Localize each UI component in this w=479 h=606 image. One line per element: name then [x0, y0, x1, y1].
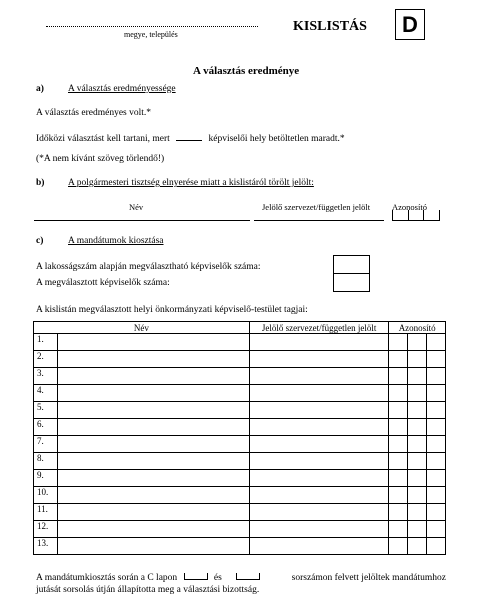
row-number: 2. — [34, 351, 58, 368]
member-name-cell[interactable] — [57, 538, 249, 555]
member-org-cell[interactable] — [249, 351, 389, 368]
member-name-cell[interactable] — [57, 487, 249, 504]
row-number: 12. — [34, 521, 58, 538]
member-id-digit-cell[interactable] — [427, 470, 446, 487]
table-row — [34, 487, 446, 504]
member-id-digit-cell[interactable] — [427, 351, 446, 368]
member-id-digit-cell[interactable] — [408, 419, 427, 436]
section-a-line1: A választás eredményes volt.* — [36, 108, 152, 118]
member-id-digit-cell[interactable] — [427, 487, 446, 504]
member-org-cell[interactable] — [249, 385, 389, 402]
member-id-digit-cell[interactable] — [389, 487, 408, 504]
section-a-note: (*A nem kívánt szöveg törlendő!) — [36, 154, 165, 164]
member-org-cell[interactable] — [249, 436, 389, 453]
row-number: 6. — [34, 419, 58, 436]
member-id-digit-cell[interactable] — [389, 385, 408, 402]
form-title: KISLISTÁS — [293, 19, 367, 34]
member-id-digit-cell[interactable] — [408, 334, 427, 351]
section-a-line2-part1: Időközi választást kell tartani, mert — [36, 134, 170, 144]
member-name-cell[interactable] — [57, 436, 249, 453]
member-id-digit-cell[interactable] — [427, 402, 446, 419]
form-letter-box: D — [395, 9, 425, 40]
section-b-heading: A polgármesteri tisztség elnyerése miatt a kislistáról törölt jelölt: — [68, 178, 314, 188]
footer-line1 — [36, 573, 446, 584]
members-col-org: Jelölő szervezet/független jelölt — [249, 322, 389, 334]
footer-line2: jutását sorsolás útján állapította meg a választási bizottság. — [36, 585, 260, 595]
table-row — [34, 368, 446, 385]
elected-count-box[interactable] — [333, 273, 370, 292]
member-name-cell[interactable] — [57, 385, 249, 402]
member-name-cell[interactable] — [57, 351, 249, 368]
removed-candidate-id-boxes[interactable] — [392, 210, 440, 221]
member-id-digit-cell[interactable] — [408, 521, 427, 538]
member-id-digit-cell[interactable] — [408, 436, 427, 453]
table-row — [34, 453, 446, 470]
table-row — [34, 504, 446, 521]
row-number: 1. — [34, 334, 58, 351]
place-caption: megye, település — [124, 30, 178, 39]
member-name-cell[interactable] — [57, 521, 249, 538]
member-id-digit-cell[interactable] — [408, 487, 427, 504]
member-id-digit-cell[interactable] — [427, 504, 446, 521]
section-a-heading: A választás eredményessége — [68, 84, 176, 94]
members-col-id: Azonosító — [389, 322, 446, 334]
section-b-col-id: Azonosító — [392, 202, 427, 212]
member-org-cell[interactable] — [249, 419, 389, 436]
member-org-cell[interactable] — [249, 487, 389, 504]
member-org-cell[interactable] — [249, 470, 389, 487]
member-id-digit-cell[interactable] — [389, 504, 408, 521]
member-name-cell[interactable] — [57, 368, 249, 385]
member-org-cell[interactable] — [249, 368, 389, 385]
table-row — [34, 521, 446, 538]
section-c-line1: A lakosságszám alapján megválasztható képviselők száma: — [36, 262, 261, 272]
member-id-digit-cell[interactable] — [408, 470, 427, 487]
member-id-digit-cell[interactable] — [389, 470, 408, 487]
row-number: 9. — [34, 470, 58, 487]
table-row — [34, 402, 446, 419]
table-row — [34, 419, 446, 436]
section-a-line2 — [36, 132, 345, 145]
row-number: 11. — [34, 504, 58, 521]
member-name-cell[interactable] — [57, 419, 249, 436]
member-id-digit-cell[interactable] — [427, 521, 446, 538]
members-col-name: Név — [34, 322, 250, 334]
member-id-digit-cell[interactable] — [427, 334, 446, 351]
page-title: A választás eredménye — [193, 65, 300, 77]
row-number: 7. — [34, 436, 58, 453]
member-org-cell[interactable] — [249, 521, 389, 538]
removed-candidate-name-line[interactable] — [34, 220, 250, 221]
section-b-marker: b) — [36, 178, 45, 188]
member-id-digit-cell[interactable] — [389, 351, 408, 368]
member-name-cell[interactable] — [57, 453, 249, 470]
row-number: 5. — [34, 402, 58, 419]
section-a-line2-part2: képviselői hely betöltetlen maradt.* — [208, 134, 345, 144]
member-id-digit-cell[interactable] — [408, 368, 427, 385]
row-number: 3. — [34, 368, 58, 385]
electable-count-box[interactable] — [333, 255, 370, 274]
table-row — [34, 385, 446, 402]
table-row — [34, 538, 446, 555]
member-name-cell[interactable] — [57, 402, 249, 419]
table-row — [34, 334, 446, 351]
member-id-digit-cell[interactable] — [408, 504, 427, 521]
table-row — [34, 470, 446, 487]
member-org-cell[interactable] — [249, 538, 389, 555]
member-id-digit-cell[interactable] — [427, 453, 446, 470]
member-id-digit-cell[interactable] — [408, 402, 427, 419]
row-number: 13. — [34, 538, 58, 555]
member-id-digit-cell[interactable] — [389, 521, 408, 538]
row-number: 10. — [34, 487, 58, 504]
member-id-digit-cell[interactable] — [389, 402, 408, 419]
section-c-heading: A mandátumok kiosztása — [68, 236, 164, 246]
members-table-caption: A kislistán megválasztott helyi önkormányzati képviselő-testület tagjai: — [36, 305, 308, 315]
member-id-digit-cell[interactable] — [427, 385, 446, 402]
footer-part2: és — [213, 573, 222, 583]
section-b-col-org: Jelölő szervezet/független jelölt — [262, 202, 371, 212]
row-number: 4. — [34, 385, 58, 402]
table-row — [34, 436, 446, 453]
member-id-digit-cell[interactable] — [389, 368, 408, 385]
member-org-cell[interactable] — [249, 334, 389, 351]
member-org-cell[interactable] — [249, 453, 389, 470]
seq-number-field-2[interactable] — [236, 573, 260, 580]
removed-candidate-org-line[interactable] — [254, 220, 384, 221]
member-name-cell[interactable] — [57, 334, 249, 351]
table-row — [34, 351, 446, 368]
member-id-digit-cell[interactable] — [389, 334, 408, 351]
member-org-cell[interactable] — [249, 504, 389, 521]
member-id-digit-cell[interactable] — [408, 351, 427, 368]
member-id-digit-cell[interactable] — [389, 453, 408, 470]
member-name-cell[interactable] — [57, 470, 249, 487]
members-table — [33, 321, 446, 555]
member-id-digit-cell[interactable] — [408, 538, 427, 555]
member-id-digit-cell[interactable] — [389, 538, 408, 555]
place-field-line[interactable] — [46, 26, 258, 27]
section-b-col-name: Név — [129, 202, 144, 212]
member-id-digit-cell[interactable] — [389, 419, 408, 436]
vacant-seats-blank[interactable] — [176, 132, 202, 141]
section-c-marker: c) — [36, 236, 44, 246]
member-id-digit-cell[interactable] — [427, 419, 446, 436]
member-id-digit-cell[interactable] — [408, 385, 427, 402]
footer-part1: A mandátumkiosztás során a C lapon — [36, 573, 178, 583]
row-number: 8. — [34, 453, 58, 470]
section-a-marker: a) — [36, 84, 44, 94]
footer-part3: sorszámon felvett jelöltek mandátumhoz — [291, 573, 446, 583]
member-id-digit-cell[interactable] — [427, 436, 446, 453]
member-id-digit-cell[interactable] — [427, 538, 446, 555]
member-org-cell[interactable] — [249, 402, 389, 419]
member-id-digit-cell[interactable] — [427, 368, 446, 385]
section-c-line2: A megválasztott képviselők száma: — [36, 278, 170, 288]
member-id-digit-cell[interactable] — [408, 453, 427, 470]
member-id-digit-cell[interactable] — [389, 436, 408, 453]
seq-number-field-1[interactable] — [184, 573, 208, 580]
member-name-cell[interactable] — [57, 504, 249, 521]
